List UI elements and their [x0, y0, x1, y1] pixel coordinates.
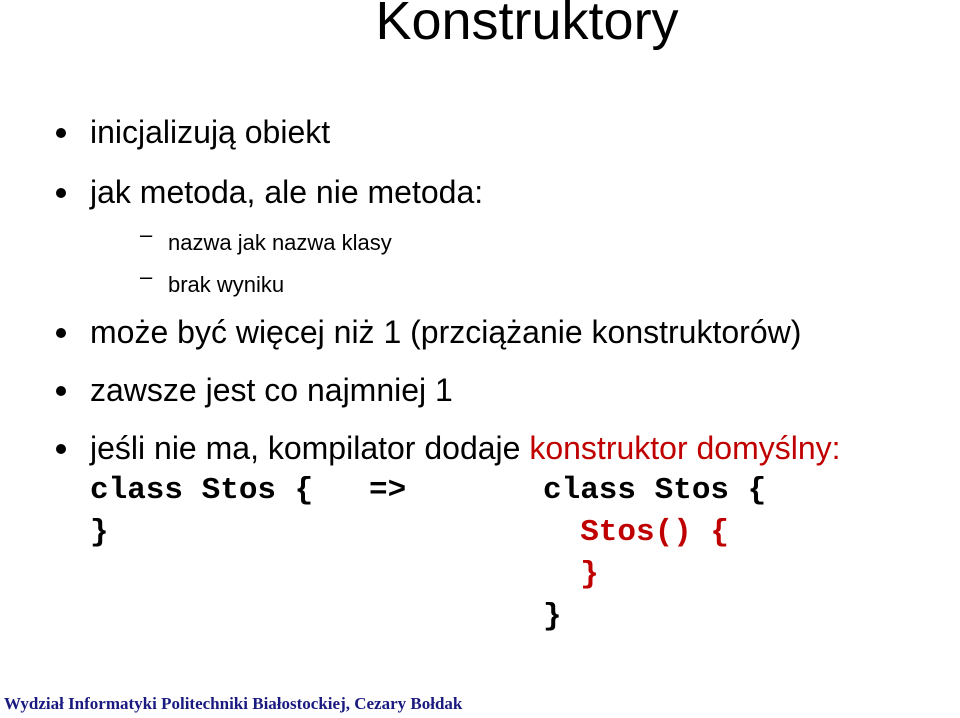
bullet-dot-icon	[56, 188, 66, 198]
code-left-line-2: }	[90, 515, 109, 550]
bullet-text: zawsze jest co najmniej 1	[90, 372, 453, 408]
code-right-line-3: }	[543, 557, 599, 592]
bullet-dot-icon	[56, 444, 66, 454]
bullet-text	[90, 430, 841, 467]
bullet-dot-icon	[56, 328, 66, 338]
code-right-line-1: class Stos {	[543, 473, 767, 508]
sub-bullet-text: brak wyniku	[168, 272, 285, 297]
dash-icon: –	[140, 222, 153, 247]
code-right-line-2: Stos() {	[543, 515, 730, 550]
code-left-line-1: class Stos { =>	[90, 473, 407, 508]
bullet-text: może być więcej niż 1 (przciążanie konstruktorów)	[90, 314, 802, 350]
bullet-text-prefix: jeśli nie ma, kompilator dodaje	[90, 430, 530, 466]
sub-bullet-text: nazwa jak nazwa klasy	[168, 230, 392, 255]
bullet-text: jak metoda, ale nie metoda:	[90, 174, 484, 210]
highlight-text: konstruktor domyślny:	[529, 430, 841, 466]
bullet-dot-icon	[56, 386, 66, 396]
bullet-dot-icon	[56, 128, 66, 138]
slide-title: Konstruktory	[375, 0, 679, 51]
dash-icon: –	[140, 264, 153, 289]
code-right-line-4: }	[543, 599, 562, 634]
footer-text: Wydział Informatyki Politechniki Białostockiej, Cezary Bołdak	[4, 694, 463, 713]
bullet-text: inicjalizują obiekt	[90, 114, 331, 150]
